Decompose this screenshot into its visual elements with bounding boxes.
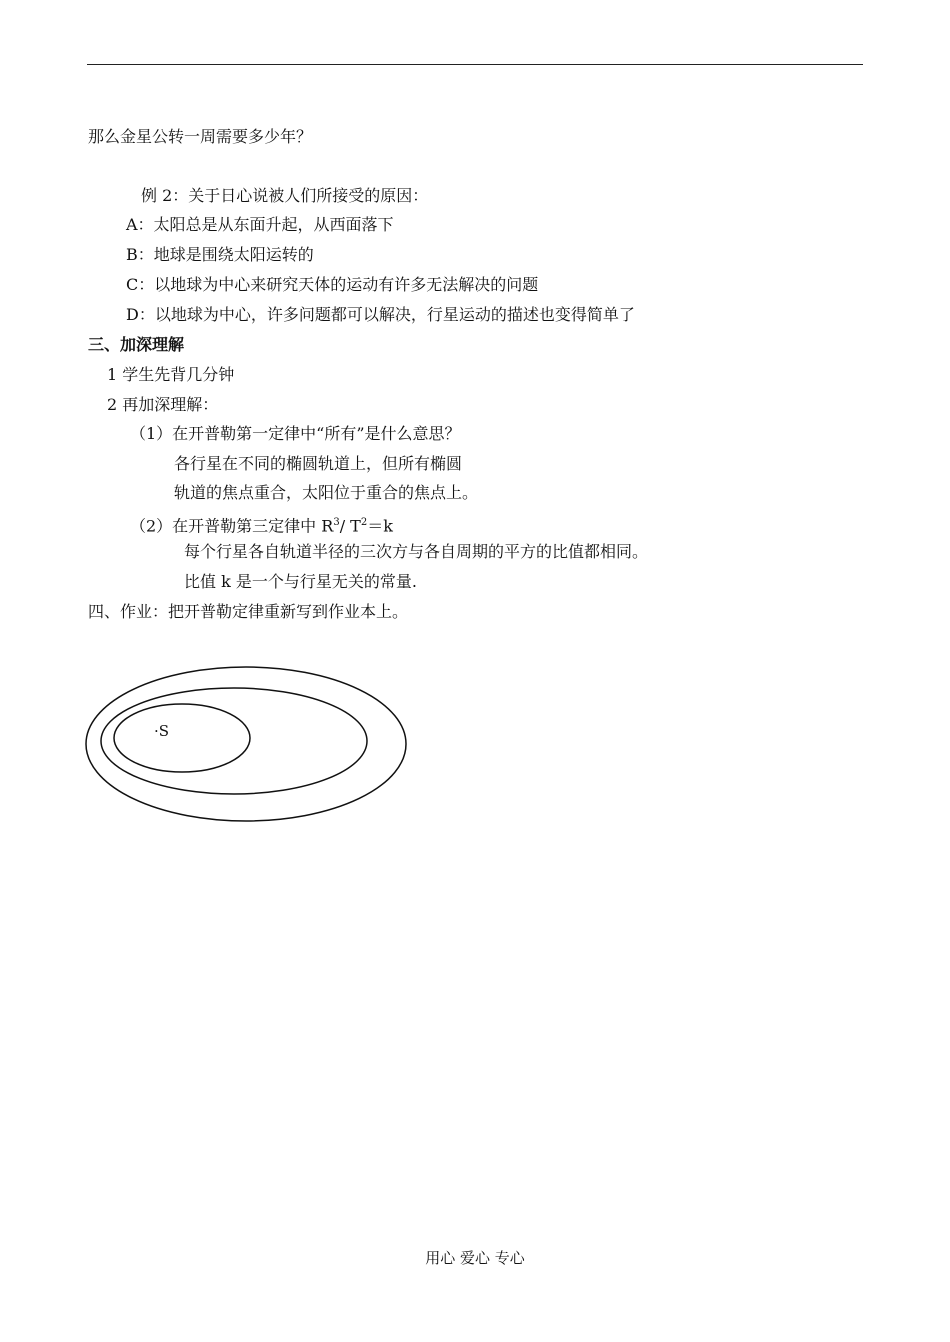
- homework-line: 四、作业：把开普勒定律重新写到作业本上。: [88, 602, 409, 621]
- step-1: 1 学生先背几分钟: [107, 365, 235, 384]
- answer-1-line-1: 各行星在不同的椭圆轨道上，但所有椭圆: [174, 454, 463, 473]
- option-b: B：地球是围绕太阳运转的: [126, 245, 314, 264]
- question-line: 那么金星公转一周需要多少年？: [88, 127, 313, 146]
- inner-orbit: [114, 704, 250, 772]
- answer-2-line-2: 比值 k 是一个与行星无关的常量.: [184, 572, 417, 591]
- question-1: （1）在开普勒第一定律中“所有”是什么意思？: [130, 424, 461, 443]
- outer-orbit: [86, 667, 406, 821]
- step-2: 2 再加深理解：: [107, 395, 219, 414]
- exponent-3: 3: [333, 517, 340, 528]
- question-2-suffix: ＝k: [367, 516, 393, 536]
- option-c: C：以地球为中心来研究天体的运动有许多无法解决的问题: [126, 275, 539, 294]
- option-d: D：以地球为中心，许多问题都可以解决，行星运动的描述也变得简单了: [126, 305, 635, 324]
- question-2-text: （2）在开普勒第三定律中 R: [130, 516, 334, 536]
- middle-orbit: [101, 688, 367, 794]
- option-a: A：太阳总是从东面升起，从西面落下: [126, 215, 394, 234]
- page-footer: 用心 爱心 专心: [425, 1249, 525, 1267]
- orbit-ellipses-diagram: [84, 664, 414, 834]
- answer-1-line-2: 轨道的焦点重合，太阳位于重合的焦点上。: [174, 483, 479, 502]
- example-2-title: 例 2：关于日心说被人们所接受的原因：: [141, 186, 429, 205]
- answer-2-line-1: 每个行星各自轨道半径的三次方与各自周期的平方的比值都相同。: [184, 542, 649, 561]
- section-heading-3: 三、加深理解: [88, 335, 185, 354]
- question-2: [130, 512, 393, 537]
- exponent-2: 2: [360, 517, 368, 528]
- header-rule: [87, 64, 863, 65]
- sun-focus-label: ·S: [154, 722, 170, 740]
- question-2-mid: / T: [339, 516, 361, 536]
